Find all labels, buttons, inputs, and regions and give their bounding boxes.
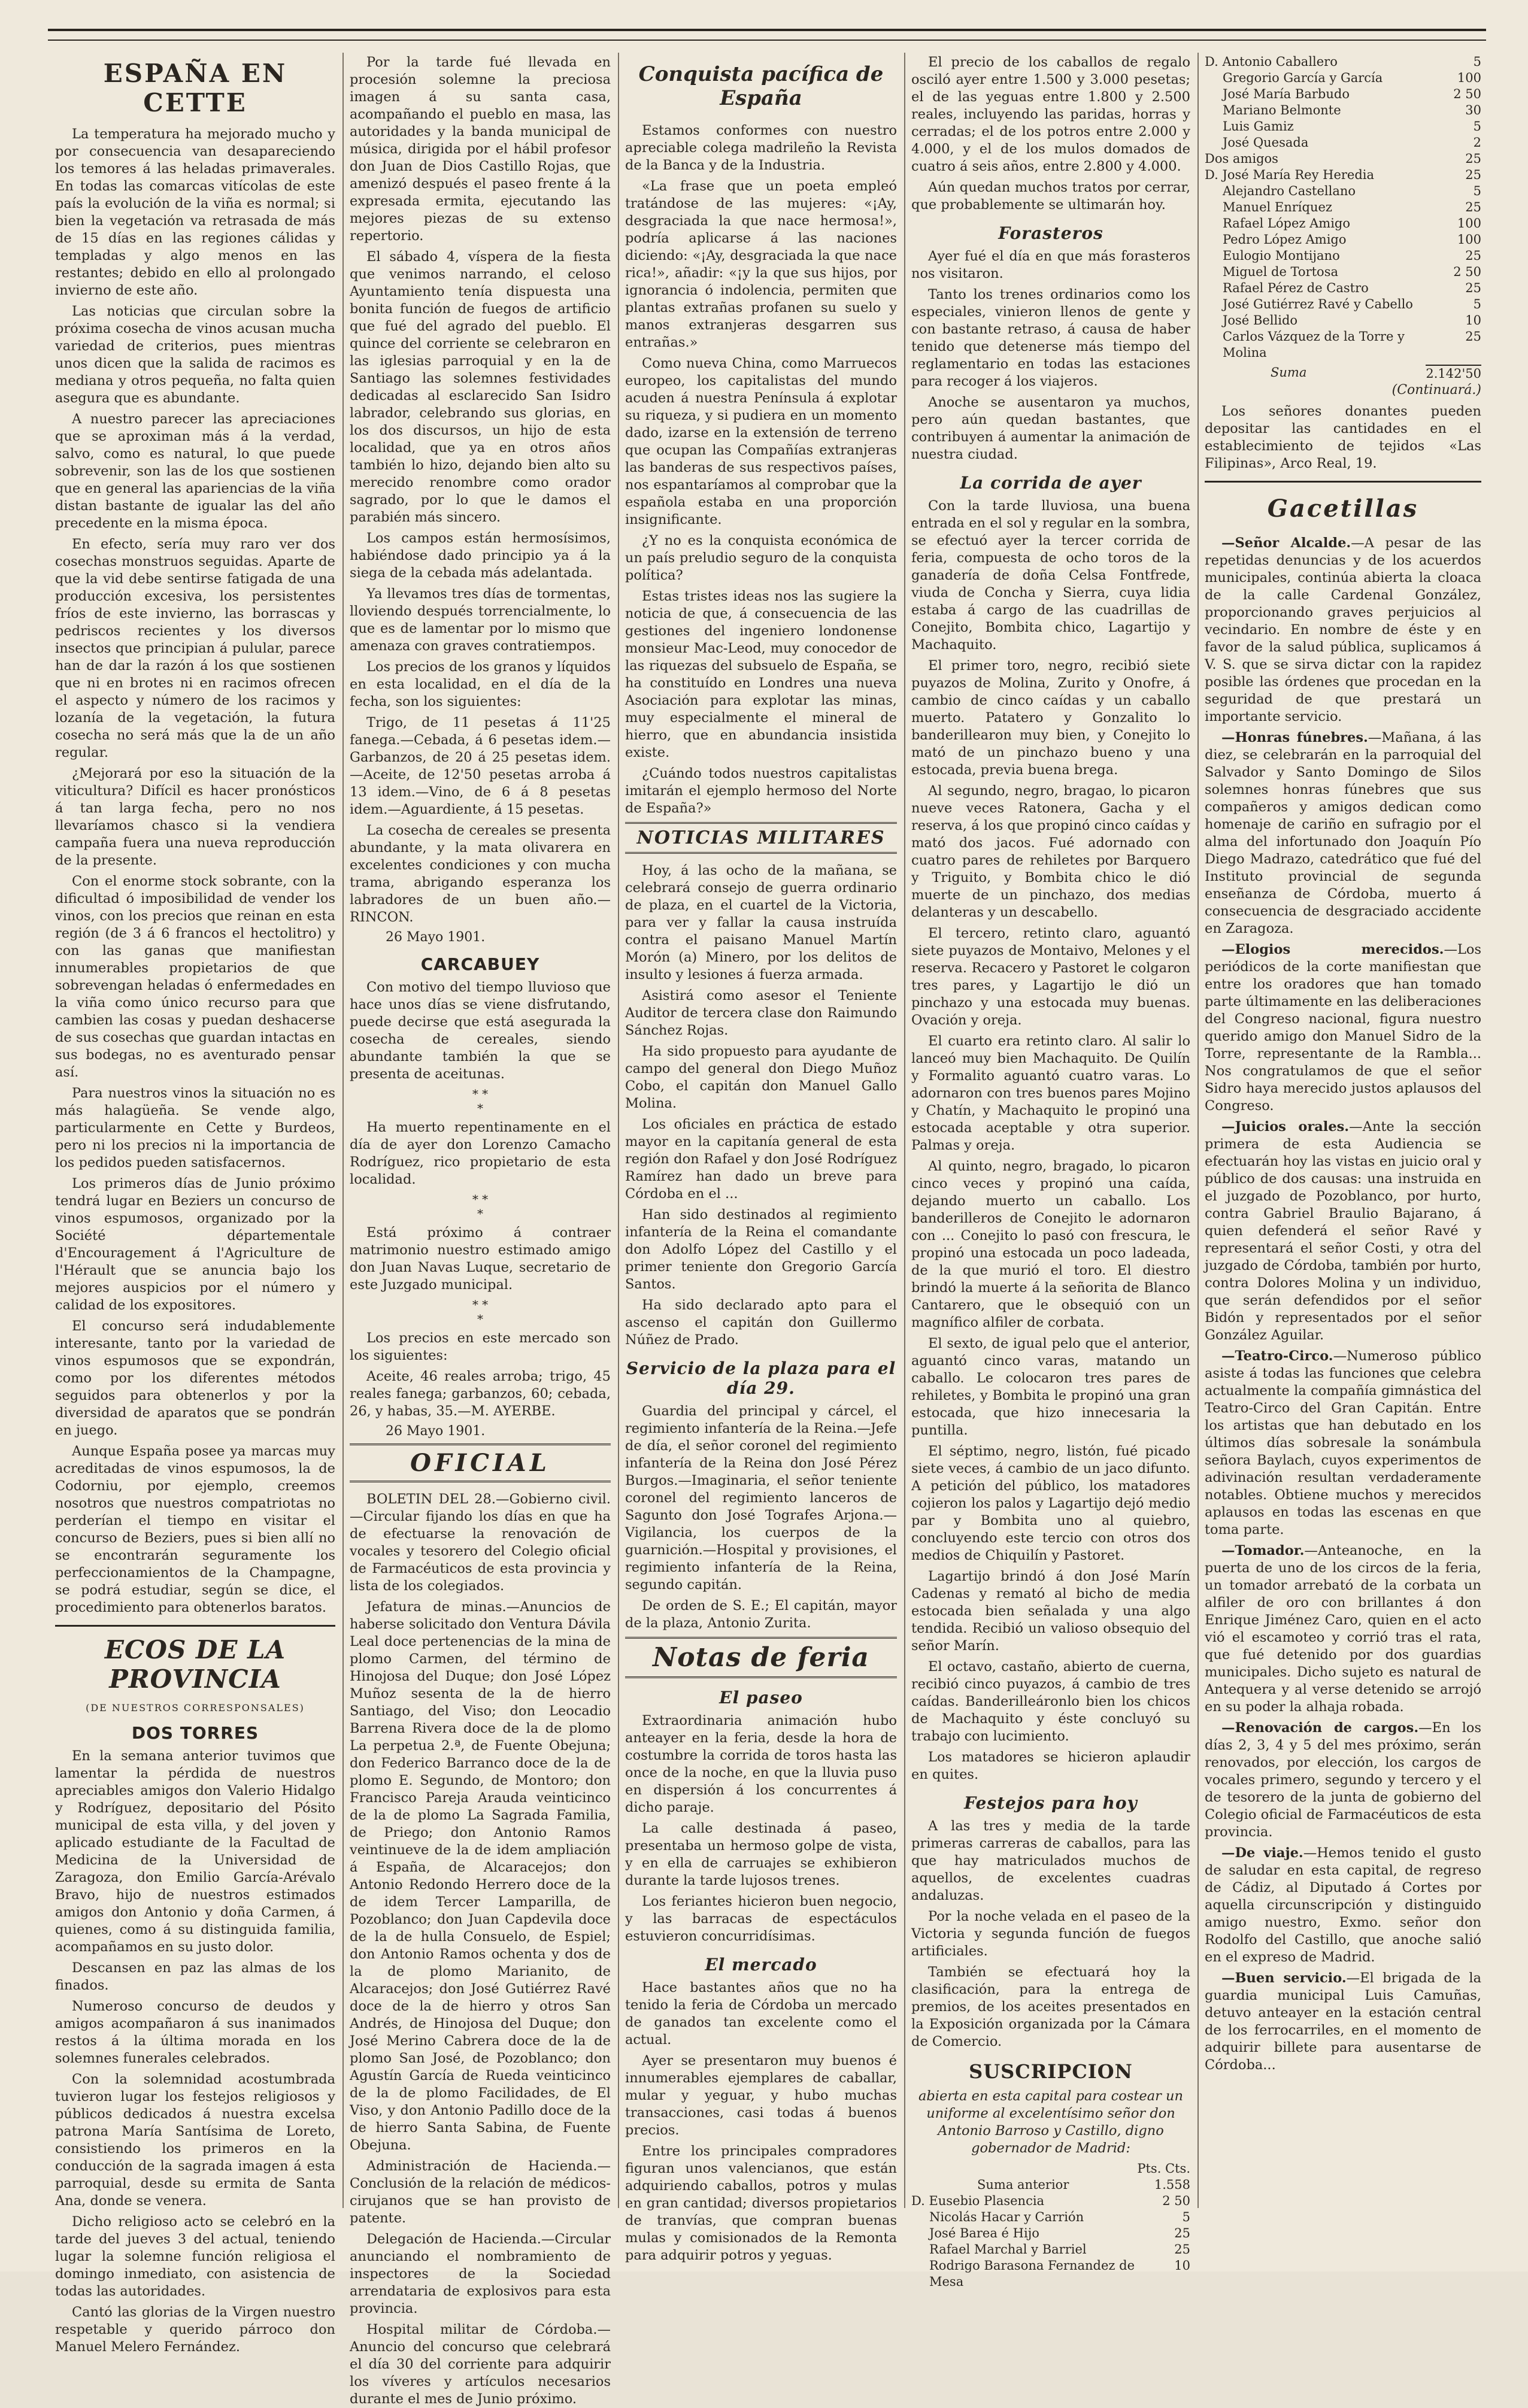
column-5 — [1199, 54, 1487, 2197]
paragraph: Para nuestros vinos la situación no es más halagüeña. Se vende algo, particularmente en Cette y Burdeos, pero ni los precios ni la importancia de los pedidos pueden satisfacernos. — [55, 1085, 335, 1170]
list-item: Carlos Vázquez de la Torre y Molina 25 — [1223, 329, 1481, 360]
paragraph: Con la tarde lluviosa, una buena entrada en el sol y regular en la sombra, se efectuó ayer la tercer corrida de feria, compuesta de ocho toros de la ganadería de doña Celsa Fontfrede, viuda de Concha y Sierra, cuya lidia estaba á cargo de las cuadrillas de Conejito, Bombita chico, Lagartijo y Machaquito. — [911, 498, 1190, 653]
article-title: Festejos para hoy — [964, 1793, 1138, 1813]
paragraph: Lagartijo brindó á don José Marín Cadenas y remató al bicho de media estocada bien señalada y una algo tendida. Recibió un valioso obsequio del señor Marín. — [911, 1569, 1190, 1654]
paragraph: Con el enorme stock sobrante, con la dificultad ó imposibilidad de vender los vinos, con los precios que reinan en esta región (de 3 á 6 francos el hectolitro) y con las ganas que manifiestan innumerables propietarios de que sobrevengan heladas ó enfermedades en la viña como único recurso para que cambien las cosas y puedan deshacerse de sus cosechas que guardan intactas en sus bodegas, no es aventurado pensar así. — [55, 874, 335, 1080]
paragraph: Está próximo á contraer matrimonio nuestro estimado amigo don Juan Navas Luque, secretario de este Juzgado municipal. — [350, 1225, 611, 1293]
paragraph: El cuarto era retinto claro. Al salir lo lanceó muy bien Machaquito. De Quilín y Formalito aguantó cuatro varas. Lo adornaron con tres buenos pares Mojino y Chatín, y Machaquito le propinó una estocada aceptable y otra superior. Palmas y oreja. — [911, 1033, 1190, 1153]
separator-stars: * * * — [472, 1297, 489, 1326]
paragraph: Los señores donantes pueden depositar las cantidades en el establecimiento de tejidos «Las Filipinas», Arco Real, 19. — [1205, 404, 1481, 471]
paragraph: Los campos están hermosísimos, habiéndose dado principio ya á la siega de la cebada más adelantada. — [350, 530, 611, 581]
paragraph: Estas tristes ideas nos las sugiere la noticia de que, á consecuencia de las gestiones del ingeniero londonense monsieur Mac-Leod, muy conocedor de las riquezas del subsuelo de España, se ha constituído en Londres una nueva Asociación para explotar las minas, muy especialmente el mineral de hierro, que en abundancia insistida existe. — [625, 589, 897, 760]
news-item: —Señor Alcalde.—A pesar de las repetidas denuncias y de los acuerdos municipales, continúa abierta la cloaca de la calle Cardenal González, proporcionando graves perjuicios al vecindario. En nombre de éste y en favor de la salud pública, suplicamos á V. S. que se sirva dictar con la rapidez posible las órdenes que procedan en la seguridad de que prestará un importante servicio. — [1205, 535, 1481, 724]
news-item: —Renovación de cargos.—En los días 2, 3, 4 y 5 del mes próximo, serán renovados, por elección, los cargos de vocales primero, segundo y tercero y el de tesorero de la junta de gobierno del Colegio oficial de Farmacéuticos de esta provincia. — [1205, 1720, 1481, 1840]
paragraph: «La frase que un poeta empleó tratándose de las mujeres: «¡Ay, desgraciada la que nace hermosa!», podría aplicarse á las naciones diciendo: «¡Ay, desgraciada la que nace rica!», añadir: «¡y la que sus hijos, por ignorancia ó indolencia, permiten que plantas extrañas profanen su suelo y manos extranjeras desgarren sus entrañas.» — [625, 178, 897, 350]
paragraph: Los feriantes hicieron buen negocio, y las barracas de espectáculos estuvieron concurridísimas. — [625, 1894, 897, 1944]
list-item: Rafael Marchal y Barriel 25 — [929, 2242, 1190, 2257]
column-1 — [49, 54, 341, 2355]
paragraph: Administración de Hacienda.—Conclusión de la relación de médicos-cirujanos que se han provisto de patente. — [350, 2158, 611, 2226]
subscription-list — [911, 2161, 1190, 2290]
paragraph: Hospital militar de Córdoba.—Anuncio del concurso que celebrará el día 30 del corriente para adquirir los víveres y artículos necesarios durante el mes de Junio próximo. — [350, 2322, 611, 2407]
paragraph: Con la solemnidad acostumbrada tuvieron lugar los festejos religiosos y públicos dedicados á nuestra excelsa patrona María Santísima de Loreto, consistiendo los primeros en la conducción de la sagrada imagen á esta parroquial, desde su ermita de Santa Ana, donde se venera. — [55, 2072, 335, 2209]
section-title: OFICIAL — [350, 1443, 611, 1482]
paragraph: El sábado 4, víspera de la fiesta que venimos narrando, el celoso Ayuntamiento tenía dispuesta una bonita función de fuegos de artificio que fué del agrado del pueblo. El quince del corriente se celebraron en las iglesias parroquial y en la de Santiago las solemnes festividades dedicadas al esclarecido San Isidro labrador, celebrando sus glorias, en los dos discursos, un hijo de esta localidad, que ya en otros años también lo hizo, dejando bien alto su merecido renombre como orador sagrado, por lo que le damos el parabién más sincero. — [350, 249, 611, 525]
paragraph: Han sido destinados al regimiento infantería de la Reina el comandante don Adolfo López del Castillo y el primer teniente don Gregorio García Santos. — [625, 1207, 897, 1292]
column-2 — [344, 54, 617, 2407]
paragraph: Las noticias que circulan sobre la próxima cosecha de vinos acusan mucha variedad de criterios, pues mientras unos dicen que la salida de racimos es mediana y otros pequeña, no falta quien asegura que es abundante. — [55, 304, 335, 406]
paragraph: Como nueva China, como Marruecos europeo, los capitalistas del mundo acuden á nuestra Península á explotar su riqueza, y si pudiera en un momento dado, izarse en la extensión de terreno que ocupan las Compañías extranjeras las banderas de sus respectivos países, nos espantaríamos al comprobar que la española estaba en una proporción insignificante. — [625, 356, 897, 527]
paragraph: La calle destinada á paseo, presentaba un hermoso golpe de vista, y en ella de carruajes se exhibieron durante la tarde lujosos trenes. — [625, 1821, 897, 1888]
paragraph: Por la noche velada en el paseo de la Victoria y segunda función de fuegos artificiales. — [911, 1909, 1190, 1959]
paragraph: Hoy, á las ocho de la mañana, se celebrará consejo de guerra ordinario de plaza, en el cuartel de la Victoria, para ver y fallar la causa instruída contra el paisano Manuel Martín Morón (a) Minero, por los delitos de insulto y lesiones á fuerza armada. — [625, 863, 897, 982]
list-item: Nicolás Hacar y Carrión 5 — [929, 2210, 1190, 2224]
paragraph: Dicho religioso acto se celebró en la tarde del jueves 3 del actual, teniendo lugar la solemne función religiosa el domingo inmediato, con asistencia de todas las autoridades. — [55, 2214, 335, 2299]
paragraph: Asistirá como asesor el Teniente Auditor de tercera clase don Raimundo Sánchez Rojas. — [625, 988, 897, 1038]
paragraph: Extraordinaria animación hubo anteayer en la feria, desde la hora de costumbre la corrida de toros hasta las once de la noche, en que la lluvia puso en dispersión á los concurrentes á dicho paraje. — [625, 1713, 897, 1815]
article-title: SUSCRIPCION — [969, 2060, 1133, 2083]
paragraph: BOLETIN DEL 28.—Gobierno civil.—Circular fijando los días en que ha de efectuarse la renovación de vocales y tesorero del Colegio oficial de Farmacéuticos de esta provincia y lista de los colegiados. — [350, 1491, 611, 1594]
paragraph: Guardia del principal y cárcel, el regimiento infantería de la Reina.—Jefe de día, el señor coronel del regimiento infantería de la Reina don José Pérez Burgos.—Imaginaria, el señor teniente coronel del regimiento lanceros de Sagunto don José Tografes Arjona.—Vigilancia, los cuerpos de la guarnición.—Hospital y provisiones, el regimiento infantería de la Reina, segundo capitán. — [625, 1403, 897, 1593]
dateline: 26 Mayo 1901. — [386, 1424, 486, 1439]
paragraph: Ya llevamos tres días de tormentas, lloviendo después torrencialmente, lo que es de lamentar por lo mismo que amenaza con graves contratiempos. — [350, 586, 611, 654]
paragraph: Ayer se presentaron muy buenos é innumerables ejemplares de caballar, mular y yeguar, y hubo muchas transacciones, casi todas á buenos precios. — [625, 2053, 897, 2138]
article-title: Forasteros — [998, 223, 1103, 243]
article-title: DOS TORRES — [131, 1723, 259, 1743]
news-item: —Tomador.—Anteanoche, en la puerta de uno de los circos de la feria, un tomador arrebató de la corbata un alfiler de oro con brillantes á don Enrique Jiménez Caro, quien en el acto vió el escamoteo y corrió tras el rata, que fué detenido por dos guardias municipales. Dicho sujeto es natural de Antequera y al verse detenido se arrojó en su poder la alhaja robada. — [1205, 1543, 1481, 1715]
paragraph: Los oficiales en práctica de estado mayor en la capitanía general de esta región don Rafael y don José Rodríguez Ramírez han dado un breve para Córdoba en el ... — [625, 1117, 897, 1202]
paragraph: Ha sido propuesto para ayudante de campo del general don Diego Muñoz Cobo, el capitán don Manuel Gallo Molina. — [625, 1044, 897, 1111]
paragraph: Al quinto, negro, bragado, lo picaron cinco veces y propinó una caída, dejando muerto un caballo. Los banderilleros de Conejito le adornaron con ... Conejito lo pasó con frescura, le propinó una estocada un poco ladeada, de la que murió el toro. El diestro brindó la muerte á la señorita de Blanco Cantarero, que le obsequió con un magnífico alfiler de corbata. — [911, 1158, 1190, 1330]
column-header: Pts. Cts. — [1137, 2161, 1190, 2176]
paragraph: abierta en esta capital para costear un uniforme al excelentísimo señor don Antonio Barroso y Castillo, digno gobernador de Madrid: — [918, 2088, 1184, 2156]
paragraph: El tercero, retinto claro, aguantó siete puyazos de Montaivo, Melones y el reserva. Recacero y Pastoret le colgaron tres pares, y Lagartijo le dió un pinchazo y una estocada muy buenas. Ovación y oreja. — [911, 926, 1190, 1028]
paragraph: Descansen en paz las almas de los finados. — [55, 1960, 335, 1993]
news-item: —Teatro-Circo.—Numeroso público asiste á todas las funciones que celebra actualmente la compañía gimnástica del Teatro-Circo del Gran Capitán. Entre los artistas que han debutado en los últimos días sobresale la sonámbula señora Baylach, cuyos experimentos de adivinación resultan verdaderamente notables. Obtiene muchos y merecidos aplausos en todas las escenas en que toma parte. — [1205, 1348, 1481, 1537]
paragraph: Estamos conformes con nuestro apreciable colega madrileño la Revista de la Banca y de la Industria. — [625, 123, 897, 173]
news-item: —Buen servicio.—El brigada de la guardia municipal Luis Camuñas, detuvo anteayer en la estación central de los ferrocarriles, en el momento de adquirir billete para ausentarse de Córdoba... — [1205, 1970, 1481, 2073]
paragraph: Numeroso concurso de deudos y amigos acompañaron á sus inanimados restos á la última morada en los solemnes funerales celebrados. — [55, 1998, 335, 2066]
list-item: Eulogio Montijano 25 — [1223, 248, 1481, 263]
paragraph: ¿Mejorará por eso la situación de la viticultura? Difícil es hacer pronósticos á tan larga fecha, pero no nos llevaríamos chasco si la vendiera campaña fuera una nueva reproducción de la presente. — [55, 766, 335, 868]
section-subtitle: (DE NUESTROS CORRESPONSALES) — [86, 1702, 305, 1713]
list-item: Rodrigo Barasona Fernandez de Mesa 10 — [929, 2258, 1190, 2289]
paragraph: En la semana anterior tuvimos que lamentar la pérdida de nuestros apreciables amigos don Valerio Hidalgo y Rodríguez, depositario del Pósito municipal de esta villa, y del joven y aplicado estudiante de la Facultad de Medicina de la Universidad de Zaragoza, don Emilio García-Arévalo Bravo, hijo de nuestros estimados amigos don Antonio y doña Carmen, á quienes, como á su distinguida familia, acompañamos en su justo dolor. — [55, 1748, 335, 1955]
article-title: Servicio de la plaza para el día 29. — [626, 1358, 896, 1398]
list-item: José Quesada 2 — [1223, 135, 1481, 150]
section-title: ECOS DE LA PROVINCIA — [104, 1635, 286, 1694]
list-total: Suma 2.142'50 — [1271, 365, 1481, 381]
list-item: José Barea é Hijo 25 — [929, 2226, 1190, 2240]
section-title: Gacetillas — [1267, 495, 1419, 523]
list-item: José Gutiérrez Ravé y Cabello 5 — [1223, 297, 1481, 311]
column-4 — [905, 54, 1196, 2289]
paragraph: Cantó las glorias de la Virgen nuestro respetable y querido párroco don Manuel Melero Fernández. — [55, 2304, 335, 2355]
list-item: Manuel Enríquez 25 — [1223, 200, 1481, 214]
paragraph: Ayer fué el día en que más forasteros nos visitaron. — [911, 248, 1190, 281]
paragraph: Jefatura de minas.—Anuncios de haberse solicitado don Ventura Dávila Leal doce pertenencias de la mina de plomo Carmen, del término de Hinojosa del Duque; don José López Muñoz sesenta de la de hierro Santiago, del Viso; don Leocadio Barrena Rivera doce de la de plomo La perpetua 2.ª, de Fuente Obejuna; don Federico Barranco doce de la de plomo E. Segundo, de Montoro; don Francisco Pareja Arauda veinticinco de la de plomo La Sagrada Familia, de Priego; don Antonio Ramos veintinueve de la de idem ampliación á España, de Alcaracejos; don Antonio Redondo Herrero doce de la de idem Tercer Lamparilla, de Pozoblanco; don Juan Capdevila doce de la de hulla Consuelo, de Espiel; don Antonio Ramos ochenta y dos de la de plomo Marianito, de Alcaracejos; don José Gutiérrez Ravé doce de la de hierro y otros San Andrés, de Hinojosa del Duque; don José Merino Cabrera doce de la de plomo San José, de Pozoblanco; don Agustín García de Rueda veinticinco de la de plomo Facilidades, de El Viso, y don Antonio Padillo doce de la de hierro Santa Sabina, de Fuente Obejuna. — [350, 1599, 611, 2153]
list-item: Alejandro Castellano 5 — [1223, 184, 1481, 198]
section-title: NOTICIAS MILITARES — [625, 822, 897, 854]
paragraph: El sexto, de igual pelo que el anterior, aguantó cinco varas, matando un caballo. Le colocaron tres pares de rehiletes, y Bombita le propinó una gran estocada, que hizo innecesaria la puntilla. — [911, 1336, 1190, 1438]
separator-stars: * * * — [472, 1192, 489, 1221]
article-title: CARCABUEY — [420, 954, 540, 974]
paragraph: Los primeros días de Junio próximo tendrá lugar en Beziers un concurso de vinos espumosos, organizado por la Société départementale d'Encouragement á l'Agriculture de l'Hérault que se anuncia bajo los mejores auspicios por el número y calidad de los expositores. — [55, 1176, 335, 1313]
list-item: Dos amigos 25 — [1205, 151, 1481, 166]
paragraph: Los precios en este mercado son los siguientes: — [350, 1330, 611, 1363]
section-divider — [1205, 481, 1481, 483]
list-item: Gregorio García y García 100 — [1223, 71, 1481, 85]
section-title: Notas de feria — [625, 1637, 897, 1678]
paragraph: El precio de los caballos de regalo osciló ayer entre 1.500 y 3.000 pesetas; el de las yeguas entre 1.800 y 2.500 reales, incluyendo las paridas, horras y cerradas; el de los potros entre 2.000 y 4.000, y el de los mulos domados de cuatro á seis años, entre 2.800 y 4.000. — [911, 54, 1190, 174]
paragraph: Delegación de Hacienda.—Circular anunciando el nombramiento de inspectores de la Sociedad arrendataria de explosivos para esta provincia. — [350, 2231, 611, 2316]
paragraph: Con motivo del tiempo lluvioso que hace unos días se viene disfrutando, puede decirse que está asegurada la cosecha de cereales, siendo abundante también la que se presenta de aceitunas. — [350, 979, 611, 1082]
paragraph: ¿Y no es la conquista económica de un país preludio seguro de la conquista política? — [625, 533, 897, 583]
paragraph: La temperatura ha mejorado mucho y por consecuencia van desapareciendo los temores á las heladas primaverales. En todas las comarcas vitícolas de este país la evolución de la viña es normal; si bien la vegetación va retrasada de más de 15 días en las regiones cálidas y templadas y algo menos en las restantes; debido en ello al prolongado invierno de este año. — [55, 126, 335, 298]
paragraph: A nuestro parecer las apreciaciones que se aproximan más á la verdad, salvo, como es natural, lo que puede sobrevenir, son las de los que sostienen que en general las apariencias de la viña distan bastante de igualar las del año precedente en la misma época. — [55, 411, 335, 531]
list-item: Pedro López Amigo 100 — [1223, 232, 1481, 247]
paragraph: ¿Cuándo todos nuestros capitalistas imitarán el ejemplo hermoso del Norte de España?» — [625, 766, 897, 816]
paragraph: A las tres y media de la tarde primeras carreras de caballos, para las que hay matriculados muchos de aquellos, de excelentes cuadras andaluzas. — [911, 1818, 1190, 1903]
paragraph: Los matadores se hicieron aplaudir en quites. — [911, 1749, 1190, 1782]
dateline: 26 Mayo 1901. — [386, 930, 486, 945]
paragraph: Aunque España posee ya marcas muy acreditadas de vinos espumosos, la de Codorniu, por ejemplo, creemos nosotros que nuestros compatriotas no perderían el tiempo en visitar el concurso de Beziers, pues si bien allí no se encontrarán seguramente los perfeccionamientos de la Champagne, se podrá estudiar, según se dice, el procedimiento para obtenerlos baratos. — [55, 1443, 335, 1615]
paragraph: El concurso será indudablemente interesante, tanto por la variedad de vinos espumosos que se expondrán, como por los diferentes métodos seguidos para obtenerlos y por la diversidad de aparatos que se pondrán en juego. — [55, 1318, 335, 1438]
separator-stars: * * * — [472, 1087, 489, 1115]
article-title: ESPAÑA EN CETTE — [103, 59, 287, 117]
news-item: —De viaje.—Hemos tenido el gusto de saludar en esta capital, de regreso de Cádiz, al Diputado á Cortes por aquella circunscripción y distinguido amigo nuestro, Exmo. señor don Rodolfo del Castillo, que anoche salió en el expreso de Madrid. — [1205, 1845, 1481, 1965]
masthead-rule — [48, 29, 1486, 41]
paragraph: Trigo, de 11 pesetas á 11'25 fanega.—Cebada, á 6 pesetas idem.—Garbanzos, de 20 á 25 pesetas idem.—Aceite, de 12'50 pesetas arroba á 13 idem.—Vino, de 6 á 8 pesetas idem.—Aguardiente, á 15 pesetas. — [350, 715, 611, 817]
paragraph: Aún quedan muchos tratos por cerrar, que probablemente se ultimarán hoy. — [911, 180, 1190, 213]
list-item: D. José María Rey Heredia 25 — [1205, 168, 1481, 182]
news-item: —Honras fúnebres.—Mañana, á las diez, se celebrarán en la parroquial del Salvador y Santo Domingo de Silos solemnes honras fúnebres que sus compañeros y amigos dedican como homenaje de cariño en sufragio por el alma del infortunado don Joaquín Pío Diego Madrazo, catedrático que fué del Instituto provincial de segunda enseñanza de Córdoba, muerto á consecuencia de desgraciado accidente en Zaragoza. — [1205, 730, 1482, 936]
article-title: Conquista pacífica de España — [638, 62, 884, 110]
paragraph: Ha muerto repentinamente en el día de ayer don Lorenzo Camacho Rodríguez, rico propietario de esta localidad. — [350, 1120, 611, 1187]
column-3 — [619, 54, 903, 2263]
paragraph: Por la tarde fué llevada en procesión solemne la preciosa imagen á su santa casa, acompañando el pueblo en masa, las autoridades y la banda municipal de música, dirigida por el hábil profesor don Juan de Dios Castillo Rojas, que amenizó después el paseo frente á la expresada ermita, ejecutando las mejores piezas de su extenso repertorio. — [350, 54, 611, 244]
list-item: Miguel de Tortosa 2 50 — [1223, 265, 1481, 279]
article-title: El mercado — [705, 1955, 817, 1975]
list-item: Rafael López Amigo 100 — [1223, 216, 1481, 231]
paragraph: De orden de S. E.; El capitán, mayor de la plaza, Antonio Zurita. — [625, 1598, 897, 1631]
paragraph: Hace bastantes años que no ha tenido la feria de Córdoba un mercado de ganados tan excelente como el actual. — [625, 1980, 897, 2048]
continued-note: (Continuará.) — [1391, 383, 1481, 398]
paragraph: Tanto los trenes ordinarios como los especiales, vinieron llenos de gente y con bastante retraso, á causa de haber tenido que detenerse más tiempo del reglamentario en todas las estaciones para recoger á los viajeros. — [911, 287, 1190, 389]
list-item: José María Barbudo 2 50 — [1223, 87, 1481, 101]
news-item: —Juicios orales.—Ante la sección primera de esta Audiencia se efectuarán hoy las vistas en juicio oral y público de dos causas: una instruida en el juzgado de Pozoblanco, por hurto, contra Gabriel Braulio Bajarano, á quien defenderá el señor Ravé y representará el señor Costi, y otra del juzgado de Córdoba, también por hurto, contra Dolores Molina y un individuo, que serán defendidos por el señor Bidón y representados por el señor González Aguilar. — [1205, 1119, 1481, 1343]
paragraph: El primer toro, negro, recibió siete puyazos de Molina, Zurito y Onofre, á cambio de cinco caídas y un caballo muerto. Patatero y Gonzalito lo banderillearon muy bien, y Conejito lo mató de un pinchazo bueno y una estocada, previa buena brega. — [911, 658, 1190, 778]
paragraph: Los precios de los granos y líquidos en esta localidad, en el día de la fecha, son los siguientes: — [350, 659, 611, 709]
list-item: Mariano Belmonte 30 — [1223, 103, 1481, 117]
list-item: Rafael Pérez de Castro 25 — [1223, 281, 1481, 295]
paragraph: Al segundo, negro, bragao, lo picaron nueve veces Ratonera, Gacha y el reserva, á los que propinó cinco caídas y mató dos jacos. Fué adornado con cuatro pares de rehiletes por Barquero y Triguito, y Bombita chico le dió muerte de un pinchazo, dos medias delanteras y un descabello. — [911, 783, 1190, 920]
paragraph: La cosecha de cereales se presenta abundante, y la mata olivarera en excelentes condiciones y con mucha trama, abrigando esperanza los labradores de un buen año.—RINCON. — [350, 823, 611, 925]
paragraph: Entre los principales compradores figuran unos valencianos, que están adquiriendo caballos, potros y mulas en gran cantidad; diversos propietarios de tranvías, que compran buenas mulas y comisionados de la Remonta para adquirir potros y yeguas. — [625, 2143, 897, 2263]
paragraph: Anoche se ausentaron ya muchos, pero aún quedan bastantes, que contribuyen á aumentar la animación de nuestra ciudad. — [911, 395, 1190, 462]
article-title: La corrida de ayer — [960, 473, 1142, 493]
paragraph: El octavo, castaño, abierto de cuerna, recibió cinco puyazos, á cambio de tres caídas. Banderilleáronlo bien los chicos de Machaquito y éste concluyó su trabajo con lucimiento. — [911, 1659, 1190, 1744]
paragraph: También se efectuará hoy la clasificación, para la entrega de premios, de los aceites presentados en la Exposición organizada por la Cámara de Comercio. — [911, 1964, 1190, 2049]
list-header — [911, 2161, 1190, 2177]
paragraph: Ha sido declarado apto para el ascenso el capitán don Guillermo Núñez de Prado. — [625, 1297, 897, 1348]
section-divider — [55, 1625, 335, 1627]
list-item: D. Antonio Caballero 5 — [1205, 54, 1481, 69]
list-item: D. Eusebio Plasencia 2 50 — [911, 2194, 1190, 2208]
paragraph: En efecto, sería muy raro ver dos cosechas monstruos seguidas. Aparte de que la vid debe sentirse fatigada de una producción excesiva, los persistentes fríos de este invierno, las borrascas y pedriscos recientes y los diversos insectos que principian á pulular, parece han de dar la razón á los que sostienen que ni en brotes ni en racimos ofrecen el aspecto y número de los racimos y lozanía de la vegetación, la futura cosecha no será más que la de un año regular. — [55, 536, 335, 760]
paragraph: Aceite, 46 reales arroba; trigo, 45 reales fanega; garbanzos, 60; cebada, 26, y habas, 35.—M. AYERBE. — [350, 1369, 611, 1419]
article-title: El paseo — [719, 1688, 803, 1708]
list-item: Suma anterior 1.558 — [977, 2177, 1190, 2192]
paragraph: El séptimo, negro, listón, fué picado siete veces, á cambio de un jaco difunto. A petición del público, los matadores cojieron los palos y Lagartijo dejó medio par y Bombita uno al quiebro, concluyendo este tercio con otros dos medios de Chiquilín y Pastoret. — [911, 1443, 1190, 1563]
news-item: —Elogios merecidos.—Los periódicos de la corte manifiestan que entre los oradores que han tomado parte últimamente en las deliberaciones del Congreso nacional, figura nuestro querido amigo don Manuel Sidro de la Torre, representante de la Rambla... Nos congratulamos de que el señor Sidro haya merecido justos aplausos del Congreso. — [1205, 942, 1481, 1114]
subscription-list — [1205, 54, 1481, 398]
list-item: José Bellido 10 — [1223, 313, 1481, 327]
list-item: Luis Gamiz 5 — [1223, 119, 1481, 134]
